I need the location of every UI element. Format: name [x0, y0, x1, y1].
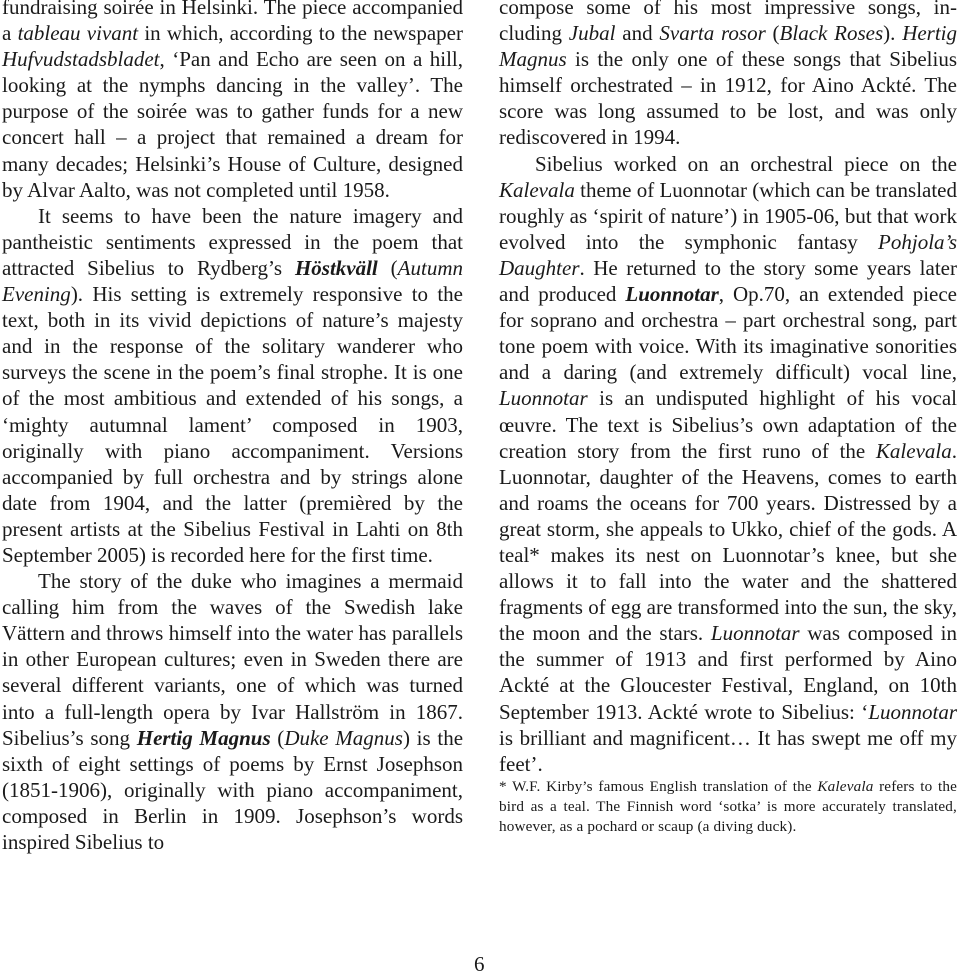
- italic-kalevala: Kalevala: [817, 777, 874, 795]
- text-run: ).: [883, 21, 903, 46]
- italic-black-roses: Black Roses: [779, 21, 884, 46]
- italic-duke-magnus: Duke Magnus: [284, 725, 403, 750]
- italic-tableau-vivant: tableau vivant: [17, 21, 139, 46]
- text-run: . He returned to the story some years later and produced: [499, 255, 957, 307]
- text-run: ) is the sixth of eight settings of poems by Ernst Josephson (1851-1906), originally with piano accompaniment, composed in Berlin in 1909. Josephson’s words inspired Sibelius to: [2, 725, 464, 854]
- paragraph-luonnotar: [499, 151, 957, 777]
- footnote: [499, 777, 957, 838]
- text-run: * W.F. Kirby’s famous English translation of the: [499, 777, 818, 795]
- italic-kalevala: Kalevala: [499, 177, 575, 202]
- italic-luonnotar: Luonnotar: [499, 386, 588, 411]
- text-run: in which, according to the newspaper: [138, 21, 463, 46]
- page-number: 6: [474, 952, 485, 976]
- paragraph-duke-magnus: [2, 568, 463, 855]
- text-run: . Luonnotar, daughter of the Heavens, comes to earth and roams the oceans for 700 years. Distressed by a great storm, she appeals to Ukko, chief of the gods. A teal* makes its nest on Luonnotar’s knee, but she allows it to fall into the water and the shattered fragments of egg are transformed into the sun, the sky, the moon and the stars.: [499, 438, 957, 646]
- text-run: compose some of his most impressive songs, including: [499, 0, 957, 46]
- text-run: It seems to have been the nature imagery and pantheistic sentiments expressed in the poem that attracted Sibelius to Rydberg’s: [2, 203, 463, 280]
- text-run: is the only one of these songs that Sibelius himself orchestrated – in 1912, for Aino Ackté. The score was long assumed to be lost, and was only rediscovered in 1994.: [499, 47, 957, 150]
- italic-pohjolas-daughter: Pohjola’s Daughter: [499, 229, 957, 280]
- text-run: and: [615, 21, 660, 46]
- song-title-luonnotar: Luonnotar: [625, 282, 719, 307]
- text-run: refers to the bird as a teal. The Finnish word ‘sotka’ is more accurately translated, however, as a pochard or scaup (a diving duck).: [499, 777, 957, 836]
- text-run: , ‘Pan and Echo are seen on a hill, looking at the nymphs dancing in the valley’. The purpose of the soirée was to gather funds for a new concert hall – a project that remained a dream for many decades; Helsinki’s House of Culture, designed by Alvar Aalto, was not completed until 1958.: [2, 47, 463, 202]
- left-column: [2, 0, 463, 855]
- italic-newspaper-title: Hufvudstadsbladet: [2, 47, 160, 72]
- italic-kalevala: Kalevala: [875, 438, 952, 463]
- text-run: theme of Luonnotar (which can be translated roughly as ‘spirit of nature’) in 1905-06, but that work evolved into the symphonic fantasy: [499, 177, 957, 254]
- right-column: [499, 0, 957, 837]
- text-run: ). His setting is extremely responsive to the text, both in its vivid depictions of nature’s majesty and in the response of the solitary wanderer who surveys the scene in the poem’s final strophe. It is one of the most ambitious and extended of his songs, a ‘mighty autumnal lament’ composed in 1903, originally with piano accompaniment. Versions accompanied by full orchestra and by strings alone date from 1904, and the latter (premièred by the present artists at the Sibelius Festival in Lahti on 8th September 2005) is recorded here for the first time.: [2, 282, 463, 567]
- song-title-hertig-magnus: Hertig Magnus: [136, 725, 271, 750]
- text-run: (: [765, 21, 780, 46]
- text-run: fundraising soirée in Helsinki. The piece accompanied a: [2, 0, 463, 46]
- text-run: The story of the duke who imagines a mermaid calling him from the waves of the Swedish lake Vättern and throws himself into the water has parallels in other European cultures; even in Sweden there are several different variants, one of which was turned into a full-length opera by Ivar Hallström in 1867. Sibelius’s song: [2, 569, 463, 750]
- italic-autumn-evening: Autumn Evening: [2, 255, 463, 307]
- paragraph-soiree: [2, 0, 463, 203]
- italic-hertig-magnus: Hertig Magnus: [499, 21, 958, 72]
- song-title-hostkvall: Höstkväll: [294, 255, 378, 280]
- paragraph-continuation: [499, 0, 957, 151]
- text-run: was composed in the summer of 1913 and first performed by Aino Ackté at the Gloucester Festival, England, on 10th September 1913. Ackté wrote to Sibelius: ‘: [499, 621, 957, 724]
- text-run: (: [377, 255, 398, 280]
- italic-jubal: Jubal: [568, 21, 616, 46]
- text-run: is an undisputed highlight of his vocal œuvre. The text is Sibelius’s own adaptation of the creation story from the first runo of the: [499, 386, 957, 463]
- text-run: , Op.70, an extended piece for soprano and orchestra – part orchestral song, part tone poem with voice. With its imaginative sonorities and a daring (and extremely difficult) vocal line,: [499, 282, 957, 385]
- italic-luonnotar: Luonnotar: [868, 699, 957, 724]
- text-run: Sibelius worked on an orchestral piece on the: [535, 151, 957, 176]
- paragraph-hostkvall: [2, 203, 463, 568]
- text-run: (: [270, 725, 285, 750]
- text-run: is brilliant and magnificent… It has swept me off my feet’.: [499, 725, 957, 776]
- italic-luonnotar: Luonnotar: [710, 621, 800, 646]
- italic-svarta-rosor: Svarta rosor: [659, 21, 766, 46]
